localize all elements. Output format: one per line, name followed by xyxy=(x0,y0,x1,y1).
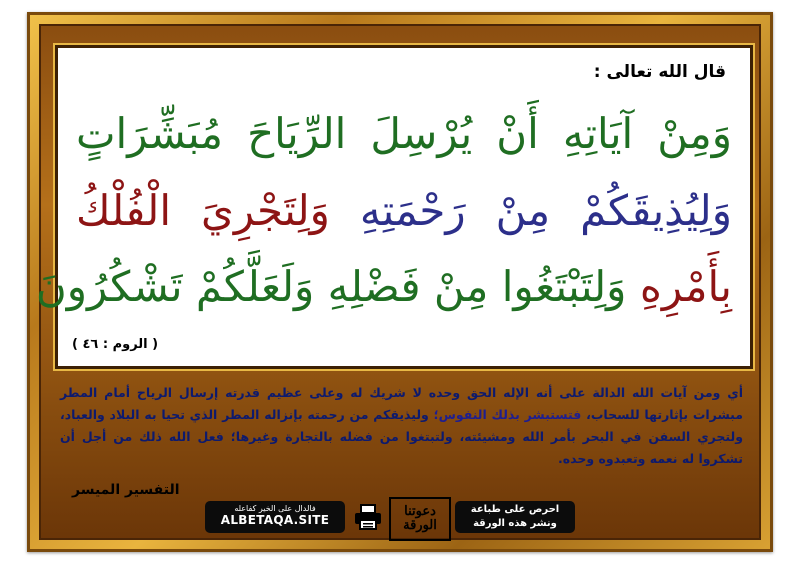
dawatuna-logo xyxy=(389,497,451,541)
verse-line-3-green: وَلِتَبْتَغُوا مِنْ فَضْلِهِ وَلَعَلَّكُمْ تَشْكُرُونَ xyxy=(35,262,627,311)
verse-line-2-red: وَلِتَجْرِيَ الْفُلْكُ xyxy=(76,186,330,235)
verse-line-1-text: وَمِنْ آيَاتِهِ أَنْ يُرْسِلَ الرِّيَاحَ مُبَشِّرَاتٍ xyxy=(76,109,732,158)
verse-intro: قال الله تعالى : xyxy=(593,62,726,82)
tafsir-source: التفسير الميسر xyxy=(72,482,180,498)
tafsir-text xyxy=(60,382,743,470)
printer-icon xyxy=(353,503,383,531)
verse-line-2 xyxy=(76,186,732,235)
logo-line-1: دعوتنا xyxy=(404,504,436,519)
verse-panel xyxy=(35,45,753,369)
verse-line-3-red: بِأَمْرِهِ xyxy=(639,262,732,311)
verse-reference: ( الروم : ٤٦ ) xyxy=(72,337,159,352)
tafsir-part-3: وليذيقكم من رحمته بإنزاله المطر الذي تحيا به البلاد والعباد، ولتجري السفن في البحر بأمر الله ومشيئته، ولتبتغوا من فضله بالتجارة وغيرها؛ فعل الله ذلك من أجل أن تشكروا له نعمه وتعبدوه وحده. xyxy=(60,407,743,466)
tafsir-part-2: فتستبشر بذلك النفوس؛ xyxy=(433,407,582,422)
site-badge[interactable] xyxy=(205,501,345,533)
tafsir-part-1: أي ومن آيات الله الدالة على أنه الإله الحق وحده لا شريك له وعلى عظيم قدرته إرسال الرياح أمام المطر مبشرات بإثارتها للسحاب، xyxy=(60,385,744,422)
print-note-line-1: احرص على طباعة xyxy=(470,504,560,515)
print-note-line-2: ونشر هذه الورقة xyxy=(473,518,557,529)
site-url[interactable]: ALBETAQA.SITE xyxy=(220,513,330,527)
verse-line-3 xyxy=(35,262,732,311)
verse-line-2-blue: وَلِيُذِيقَكُمْ مِنْ رَحْمَتِهِ xyxy=(359,186,732,235)
logo-line-2: الورقة xyxy=(403,518,437,533)
site-note: فالدال على الخير كفاعله xyxy=(234,504,316,513)
print-note-badge xyxy=(455,501,575,533)
footer-bar xyxy=(205,497,575,540)
verse-line-1 xyxy=(76,109,732,158)
